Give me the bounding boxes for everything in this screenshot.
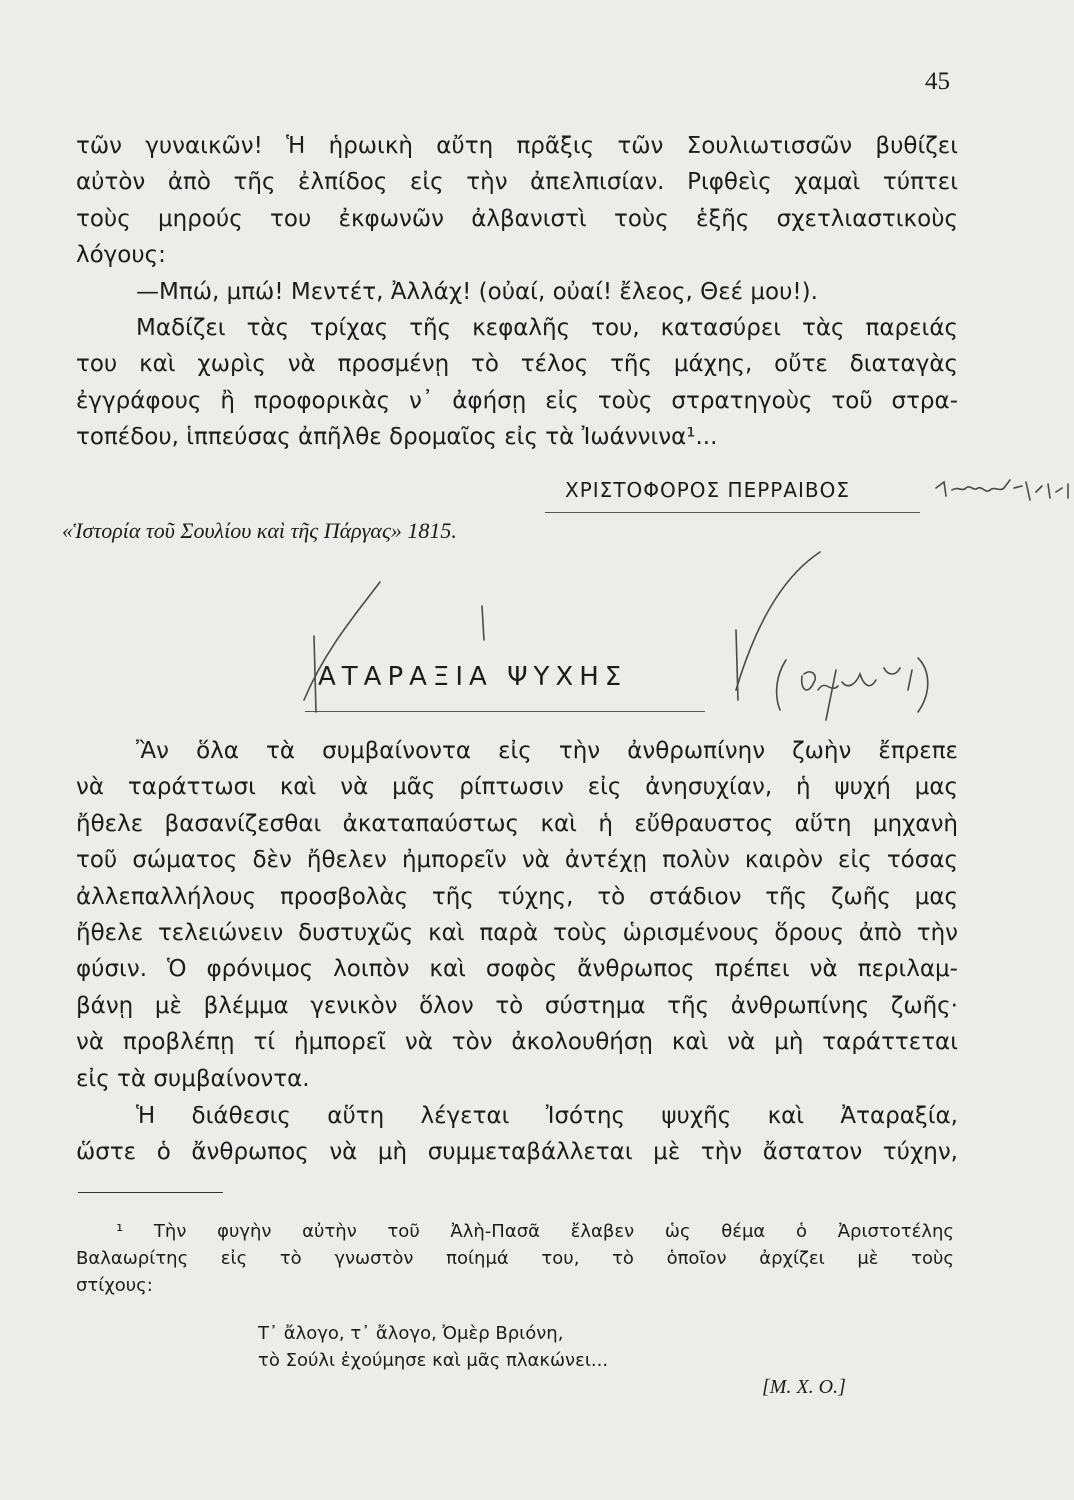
text-line: ἤθελε τελειώνειν δυστυχῶς καὶ παρὰ τοὺς ὡρισμένους ὅρους ἀπὸ τὴν	[76, 920, 958, 947]
verse-line: Τ᾽ ἄλογο, τ᾽ ἄλογο, Ὀμὲρ Βριόνη,	[258, 1323, 564, 1344]
text-line: ἐγγράφους ἢ προφορικὰς ν᾽ ἀφήσῃ εἰς τοὺς στρατηγοὺς τοῦ στρα-	[76, 387, 958, 414]
pencil-stroke-right	[736, 552, 820, 690]
text-line: τοπέδου, ἱππεύσας ἀπῆλθε δρομαῖος εἰς τὰ Ἰωάννινα¹...	[76, 424, 718, 451]
quote-line: —Μπώ, μπώ! Μεντέτ, Ἀλλάχ! (οὐαί, οὐαί! ἔλεος, Θεέ μου!).	[136, 278, 818, 305]
text-line: νὰ ταράττωσι καὶ νὰ μᾶς ρίπτωσιν εἰς ἀνησυχίαν, ἡ ψυχή μας	[76, 774, 958, 801]
source-citation: «Ἱστορία τοῦ Σουλίου καὶ τῆς Πάργας» 1815.	[62, 518, 457, 543]
footnote-line: Βαλαωρίτης εἰς τὸ γνωστὸν ποίημά του, τὸ ὁποῖον ἀρχίζει μὲ τοὺς	[76, 1248, 954, 1269]
page-number: 45	[925, 68, 950, 95]
text-line: αὐτὸν ἀπὸ τῆς ἐλπίδος εἰς τὴν ἀπελπισίαν. Ριφθεὶς χαμαὶ τύπτει	[76, 169, 958, 196]
text-line: βάνῃ μὲ βλέμμα γενικὸν ὅλον τὸ σύστημα τῆς ἀνθρωπίνης ζωῆς·	[76, 992, 958, 1019]
text-line: λόγους:	[76, 242, 166, 269]
verse-line: τὸ Σούλι ἐχούμησε καὶ μᾶς πλακώνει...	[258, 1350, 609, 1371]
text-line: ὥστε ὁ ἄνθρωπος νὰ μὴ συμμεταβάλλεται μὲ τὴν ἄστατον τύχην,	[76, 1139, 958, 1166]
pencil-stroke-middle	[482, 606, 484, 640]
text-line: τοῦ σώματος δὲν ἤθελεν ἠμπορεῖν νὰ ἀντέχῃ πολὺν καιρὸν εἰς τόσας	[76, 847, 958, 874]
text-line: Ἂν ὅλα τὰ συμβαίνοντα εἰς τὴν ἀνθρωπίνην ζωὴν ἔπρεπε	[136, 738, 958, 764]
pencil-word-paren	[777, 658, 928, 720]
pencil-stroke-left-2	[314, 636, 316, 712]
text-line: ἤθελε βασανίζεσθαι ἀκαταπαύστως καὶ ἡ εὔθραυστος αὕτη μηχανὴ	[76, 810, 958, 837]
section-heading: ΑΤΑΡΑΞΙΑ ΨΥΧΗΣ	[318, 662, 628, 692]
footnote-line: ¹ Τὴν φυγὴν αὐτὴν τοῦ Ἀλὴ-Πασᾶ ἔλαβεν ὡς θέμα ὁ Ἀριστοτέλης	[116, 1221, 954, 1242]
text-line: Μαδίζει τὰς τρίχας τῆς κεφαλῆς του, κατασύρει τὰς παρειάς	[136, 315, 958, 341]
text-line: νὰ προβλέπῃ τί ἠμπορεῖ νὰ τὸν ἀκολουθήσῃ καὶ νὰ μὴ ταράττεται	[76, 1029, 958, 1056]
pencil-scribble-margin	[936, 480, 1068, 500]
text-line: εἰς τὰ συμβαίνοντα.	[76, 1065, 310, 1092]
author-signature: ΧΡΙΣΤΟΦΟΡΟΣ ΠΕΡΡΑΙΒΟΣ	[565, 478, 851, 502]
text-line: του καὶ χωρὶς νὰ προσμένῃ τὸ τέλος τῆς μάχης, οὔτε διαταγὰς	[76, 351, 958, 378]
footnote-line: στίχους:	[76, 1275, 153, 1296]
footnote-signature: [Μ. Χ. Ο.]	[762, 1376, 846, 1398]
text-line: Ἡ διάθεσις αὕτη λέγεται Ἰσότης ψυχῆς καὶ Ἀταραξία,	[136, 1103, 958, 1129]
text-line: τῶν γυναικῶν! Ἡ ἡρωικὴ αὔτη πρᾶξις τῶν Σουλιωτισσῶν βυθίζει	[76, 133, 958, 159]
text-line: τοὺς μηρούς του ἐκφωνῶν ἀλβανιστὶ τοὺς ἑξῆς σχετλιαστικοὺς	[76, 205, 958, 232]
text-line: φύσιν. Ὁ φρόνιμος λοιπὸν καὶ σοφὸς ἄνθρωπος πρέπει νὰ περιλαμ-	[76, 956, 958, 983]
text-line: ἀλλεπαλλήλους προσβολὰς τῆς τύχης, τὸ στάδιον τῆς ζωῆς μας	[76, 883, 958, 910]
